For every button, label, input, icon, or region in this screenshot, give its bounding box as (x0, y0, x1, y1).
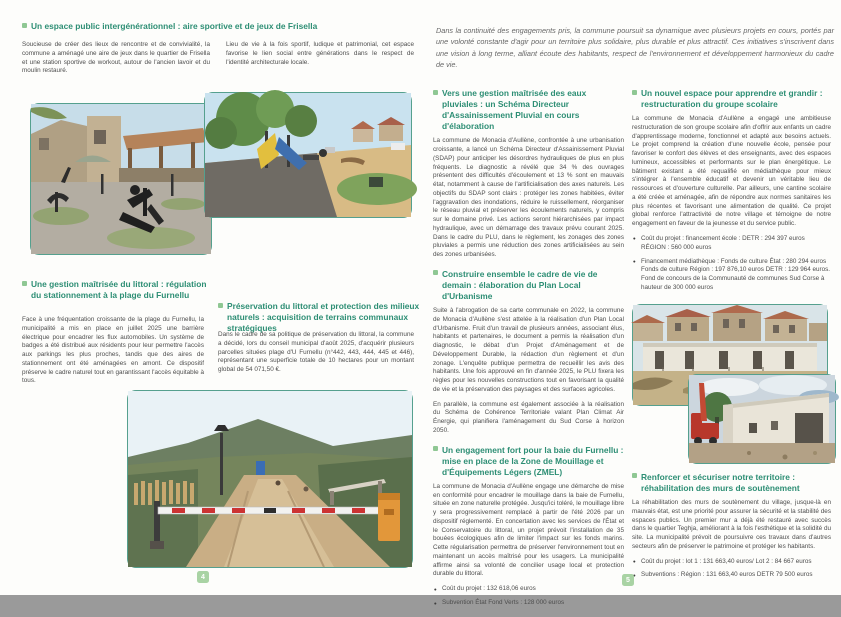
section-title-text: Une gestion maîtrisée du littoral : régulation du stationnement à la plage du Furnellu (31, 279, 207, 301)
section-title-text: Préservation du littoral et protection des milieux naturels : acquisition de terrains communaux stratégiques (227, 301, 420, 334)
page-left (0, 0, 421, 595)
plu-paragraph-1: Suite à l'abrogation de sa carte communale en 2022, la commune de Monacia d'Aullène s'est attelée à la réalisation d'un Plan Local d'Urbanisme. Fruit d'un travail de plusieurs années, associant élus, habitants et partenaires, le document a permis la réalisation d'un diagnostic, le débat d'un Projet d'Aménagement et de Développement Durable, la rédaction d'un règlement et d'un zonage. L'enquête publique permettra de recueillir les avis des habitants. Une fois approuvé en fin d'année 2025, le PLU fixera les règles pour les nouvelles constructions tout en favorisant la qualité de vie et la préservation des paysages et des surfaces agricoles. (433, 307, 624, 393)
bullet-item: • Coût du projet : financement école : DETR : 294 397 euros RÉGION : 560 000 euros (632, 235, 831, 253)
section-title-zmel (433, 445, 624, 478)
section-plu (433, 269, 624, 436)
page-right (421, 0, 841, 606)
plu-paragraph-2: En parallèle, la commune est également associée à la réalisation du Schéma de Cohérence Territoriale valant Plan Climat Air Énergie, qui planifiera l'aménagement du Sud Corse à horizon 2050. (433, 400, 624, 434)
section-title-text: Un espace public intergénérationnel : aire sportive et de jeux de Frisella (31, 21, 318, 31)
section-sdap (433, 88, 624, 260)
bullet-item: • Subvention État Fond Verts : 128 000 euros (433, 599, 624, 608)
section-marker-icon (433, 90, 438, 95)
sdap-paragraph: La commune de Monacia d'Aullène, confrontée à une urbanisation croissante, a lancé un Schéma Directeur d'Assainissement Pluvial (SDAP) pour anticiper les désordres hydrauliques de plus en plus fréquents. Le diagnostic a révélé que 34 % des ouvrages présentent des difficultés d'écoulement et 13 % sont en mauvais état, notamment à cause de l'artificialisation des axes naturels. Les objectifs du SDAP sont clairs : protéger les zones habitées, éviter l'aggravation des inondations, réduire le ruissellement, réorganiser le réseau pluvial et préserver les écoulements naturels, y compris sur le domaine privé. Les actions seront hiérarchisées par impact hydraulique, avec un démarrage des travaux prévu courant 2025. Dans le cadre du PLU, dans le règlement, les zonages des zones pluviales a permis une réduction des zones artificialisées au sein des zones urbanisées. (433, 137, 624, 259)
right-page-left-column (433, 88, 624, 617)
section-marker-icon (433, 446, 438, 451)
section-title-text: Construire ensemble le cadre de vie de demain : élaboration du Plan Local d'Urbanisme (442, 268, 598, 302)
zmel-bullet-list (433, 585, 624, 608)
intro-paragraph: Dans la continuité des engagements pris, la commune poursuit sa dynamique avec plusieurs projets en cours, portés par une volonté constante d'agir pour un territoire plus solidaire, plus durable et plus attractif. Ces initiatives s'inscrivent dans une vision à long terme, alliant écoute des habitants, respect de l'environnement et développement harmonieux du cadre de vie. (436, 26, 834, 69)
section-marker-icon (218, 303, 223, 308)
right-page-right-column (632, 88, 831, 589)
bullet-item: • Subventions : Région : 131 663,40 euros DETR 79 500 euros (632, 571, 831, 580)
frisella-columns (22, 41, 414, 76)
section-marker-icon (22, 23, 27, 28)
section-title-text: Vers une gestion maîtrisée des eaux pluviales : un Schéma Directeur d'Assainissement Pluvial en cours d'élaboration (442, 88, 587, 132)
section-marker-icon (433, 270, 438, 275)
section-title-sdap (433, 88, 624, 132)
ecole-paragraph: La commune de Monacia d'Aullène a engagé une ambitieuse restructuration de son groupe scolaire afin d'offrir aux enfants un cadre d'apprentissage moderne, fonctionnel et adapté aux besoins actuels. Le projet comprend la création d'une nouvelle école, pensée pour favoriser le confort des élèves et des enseignants, avec des espaces lumineux, accessibles et performants sur le plan énergétique. Le bâtiment existant a été requalifié en médiathèque pour mieux s'intégrer à l'ensemble éducatif et devenir un véritable lieu de ressources et d'ouverture culturelle. Par ailleurs, une cantine scolaire a été créée et aménagée, afin de répondre aux normes sanitaires les plus récentes et favorisant une alimentation de qualité. Ce projet global renforce l'attractivité de notre village et témoigne de notre engagement en faveur de la jeunesse et du service public. (632, 115, 831, 228)
section-zmel (433, 445, 624, 608)
page-number-badge: 4 (197, 571, 209, 583)
section-title-text: Un engagement fort pour la baie du Furnellu : mise en place de la Zone de Mouillage et d'Équipements Légers (ZMEL) (442, 444, 624, 477)
section-title-text: Renforcer et sécuriser notre territoire : réhabilitation des murs de soutènement (641, 471, 800, 493)
photo-playground (204, 92, 412, 218)
section-ecole (632, 88, 831, 293)
preservation-paragraph: Dans le cadre de sa politique de préservation du littoral, la commune a décidé, lors du conseil municipal d'août 2025, d'acquérir plusieurs parcelles situées plage d'U Furnellu (n°442, 443, 444, 445 et 446), représentant une superficie totale de 10 hectares pour un montant global de 54 071,50 €. (218, 331, 414, 373)
murs-bullet-list (632, 558, 831, 581)
school-photos (632, 302, 831, 466)
section-title-frisella (22, 21, 423, 32)
ecole-bullet-list (632, 235, 831, 293)
photo-workout-area (30, 103, 212, 255)
zmel-paragraph: La commune de Monacia d'Aullène engage une démarche de mise en conformité pour encadrer le mouillage dans la baie de Furnellu, située en zone naturelle protégée. Jusqu'ici toléré, le mouillage libre y sera progressivement remplacé à partir de l'été 2026 par un dispositif réglementé. En concertation avec les services de l'État et le Conservatoire du littoral, un projet prévoit l'installation de 35 bouées écologiques afin de limiter l'impact sur les fonds marins. Cette régularisation permettra de préserver l'environnement tout en maintenant un accès maîtrisé pour les usagers. La municipalité affirme ainsi sa volonté de concilier usage local et protection durable du littoral. (433, 482, 624, 578)
section-marker-icon (632, 473, 637, 478)
section-marker-icon (632, 90, 637, 95)
section-title-murs (632, 472, 831, 494)
section-marker-icon (22, 281, 27, 286)
photo-construction-site (688, 374, 836, 464)
littoral-paragraph: Face à une fréquentation croissante de la plage du Furnellu, la municipalité a mis en place en juillet 2025 une barrière électrique pour encadrer les flux automobiles. Un système de badges a été distribué aux résidents pour leur permettre l'accès aux parkings les plus proches, tandis que des aires de stationnement ont été aménagées en amont. Ce dispositif préserve le cadre naturel tout en garantissant l'accès équitable à tous. (22, 316, 204, 385)
photo-road-barrier (127, 390, 413, 568)
frisella-paragraph-2: Lieu de vie à la fois sportif, ludique et patrimonial, cet espace favorise le lien social entre générations dans le respect de l'identité architecturale locale. (226, 41, 414, 66)
section-title-text: Un nouvel espace pour apprendre et grandir : restructuration du groupe scolaire (641, 88, 823, 110)
frisella-paragraph-1: Soucieuse de créer des lieux de rencontre et de convivialité, la commune a aménagé une aire de jeux dans le quartier de Frisella et une station sportive de workout, autour de l'ancien lavoir et du moulin restauré. (22, 41, 210, 75)
section-murs (632, 472, 831, 580)
bullet-item: • Coût du projet : 132 618,06 euros (433, 585, 624, 594)
section-title-plu (433, 269, 624, 302)
murs-paragraph: La réhabilitation des murs de soutènement du village, jusque-là en mauvais état, est une priorité pour assurer la sécurité et la stabilité des espaces publics. Un premier mur a déjà été restauré avec succès dans le quartier Teghja, améliorant à la fois l'esthétique et la solidité du site. La municipalité prévoit de poursuivre ces travaux dans d'autres secteurs afin de préserver le patrimoine et protéger les habitants. (632, 499, 831, 550)
section-title-preservation (218, 301, 423, 334)
bullet-item: • Coût du projet : lot 1 : 131 663,40 euros/ Lot 2 : 84 667 euros (632, 558, 831, 567)
page-number-badge: 5 (622, 574, 634, 586)
bullet-item: • Financement médiathèque : Fonds de culture État : 280 294 euros Fonds de culture Région : 197 876,10 euros DETR : 129 964 euros. Fond de concours de la Communauté de communes Sud Corse à hauteur de 300 000 euros (632, 258, 831, 293)
section-title-littoral (22, 279, 209, 301)
section-title-ecole (632, 88, 831, 110)
